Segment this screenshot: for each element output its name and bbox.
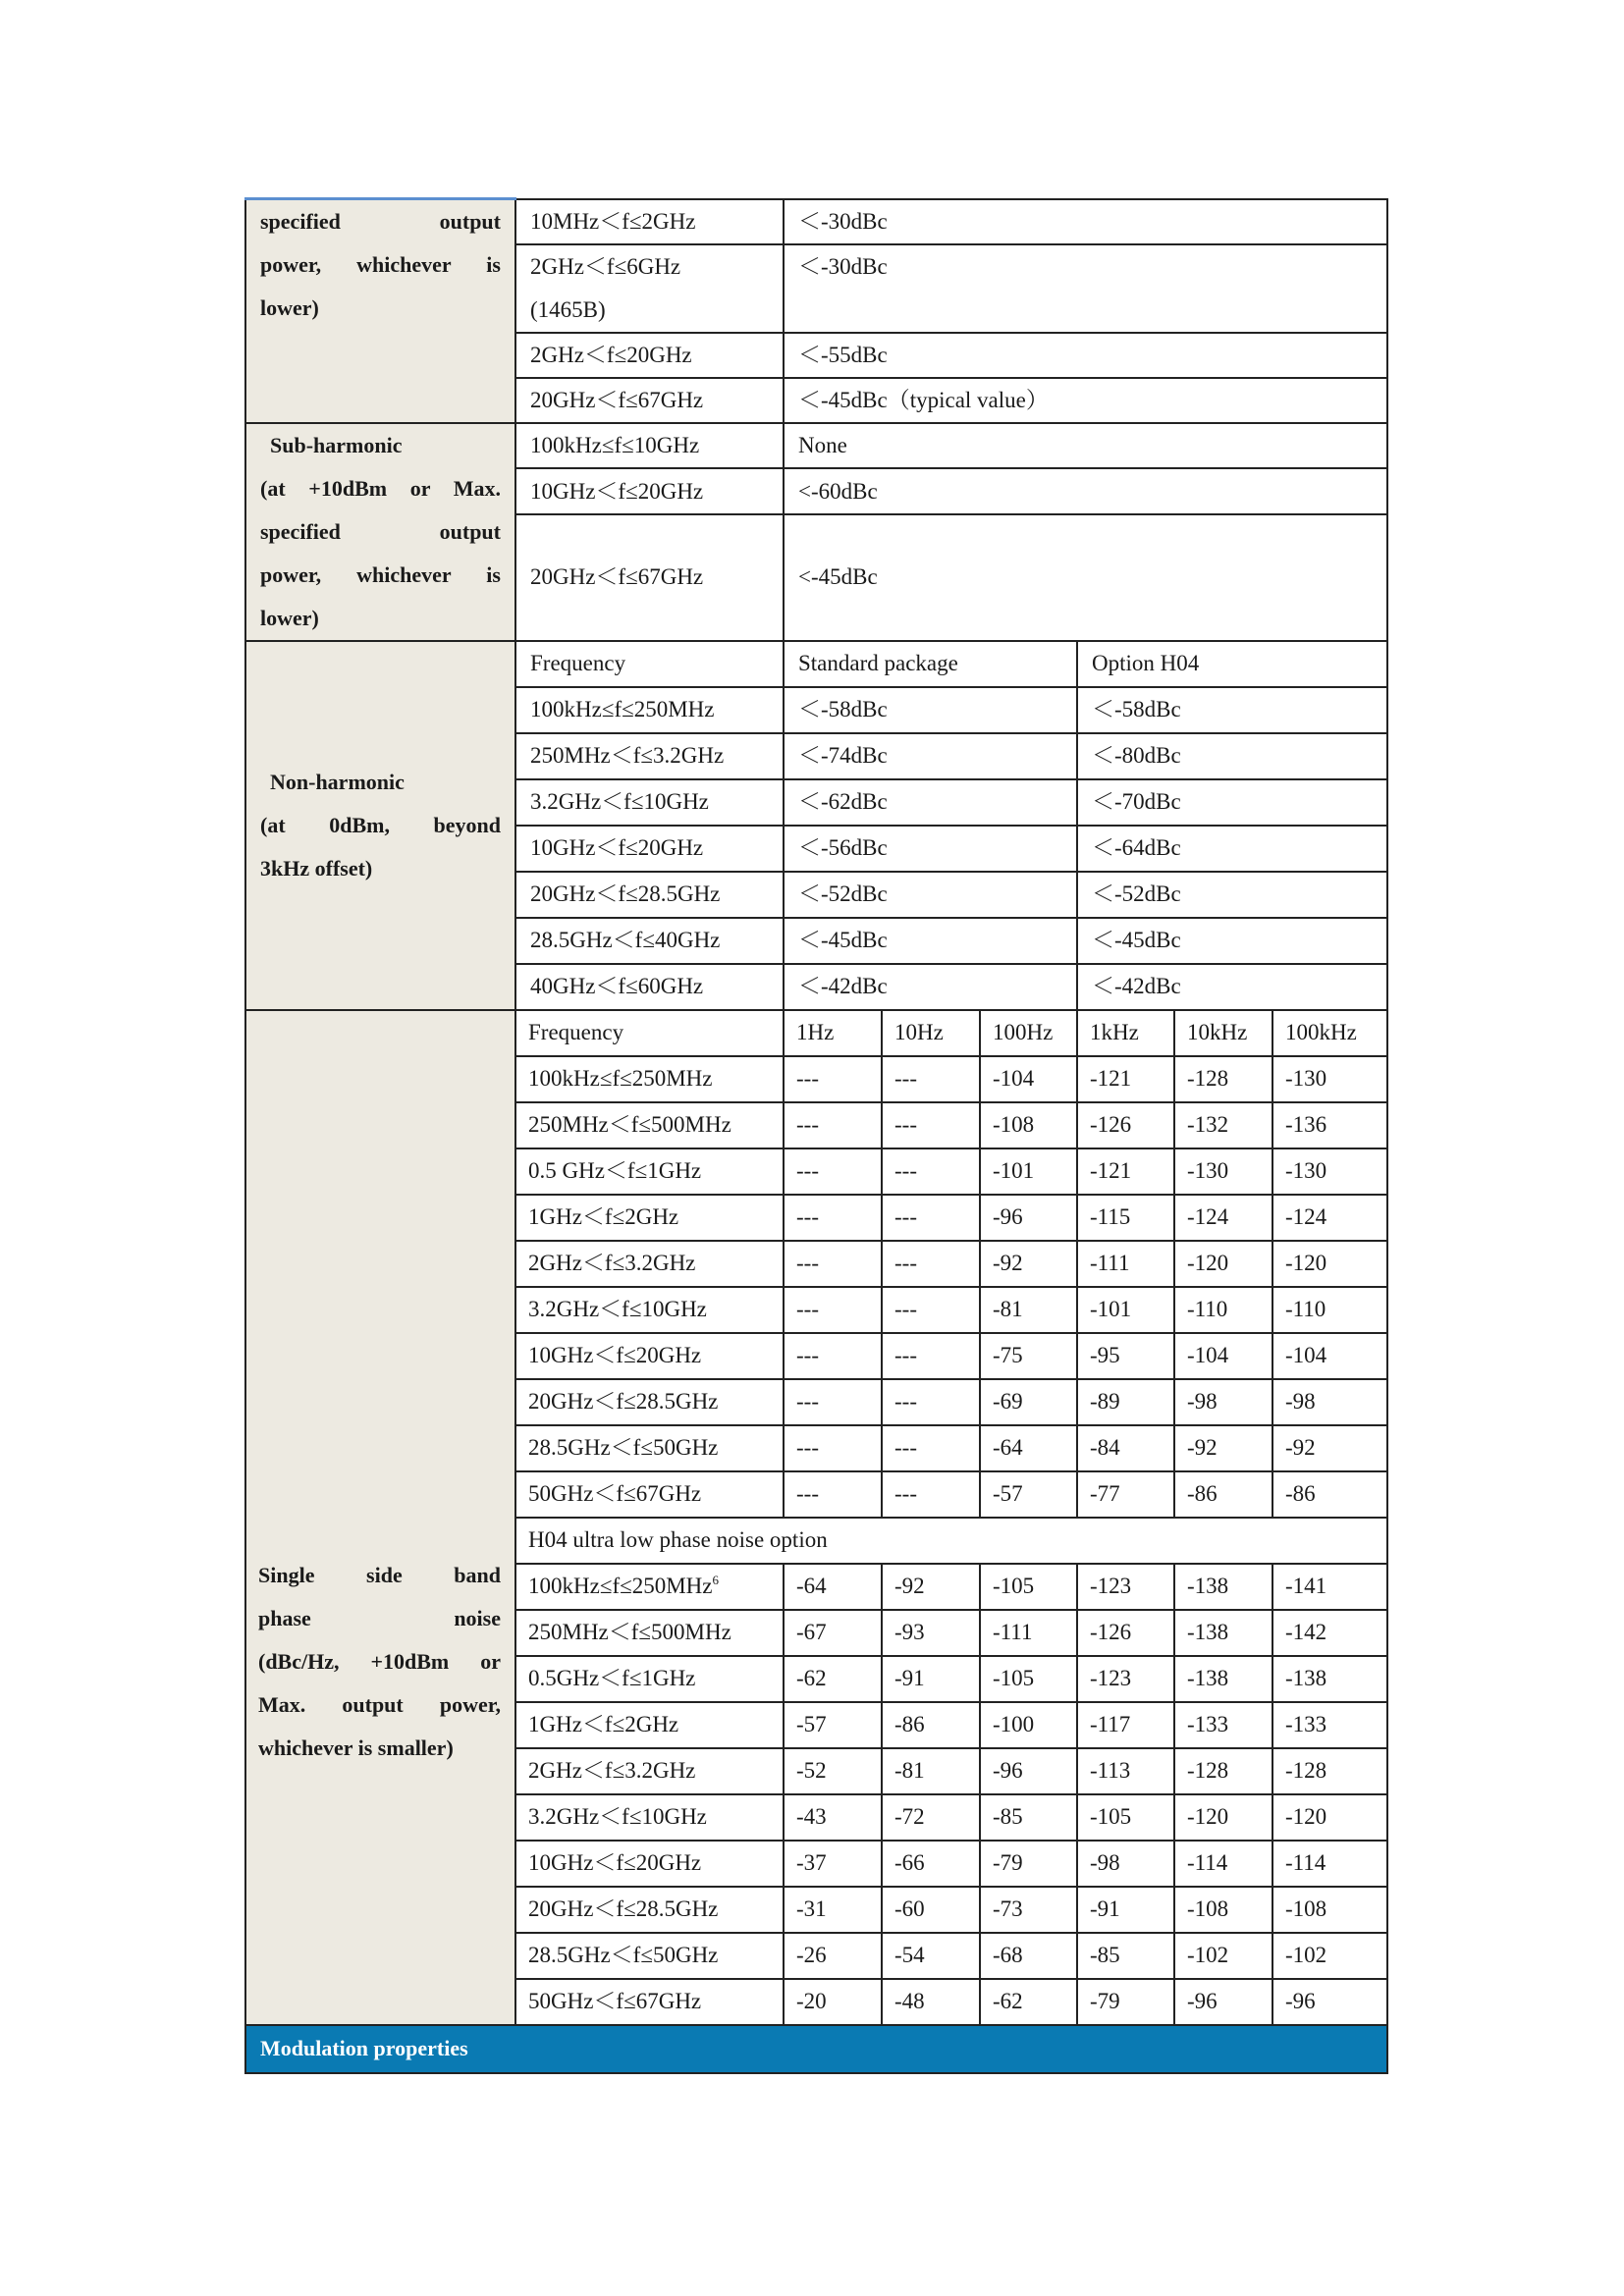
phase-noise-value: -96 xyxy=(1174,1979,1272,2025)
phase-noise-value: --- xyxy=(784,1102,882,1148)
spec-table xyxy=(244,197,1388,2074)
non-harmonic-range: 250MHz＜f≤3.2GHz xyxy=(515,733,784,779)
phase-noise-value: -124 xyxy=(1272,1195,1387,1241)
phase-noise-range: 2GHz＜f≤3.2GHz xyxy=(515,1241,784,1287)
phase-noise-value: --- xyxy=(882,1056,980,1102)
non-harmonic-label-line: 3kHz offset) xyxy=(260,855,373,881)
phase-noise-range: 250MHz＜f≤500MHz xyxy=(515,1610,784,1656)
sub-harmonic-label-title: Sub-harmonic xyxy=(270,432,403,457)
phase-noise-value: --- xyxy=(784,1056,882,1102)
phase-noise-value: -101 xyxy=(1077,1287,1174,1333)
phase-noise-label-line: (dBc/Hz, +10dBm or xyxy=(258,1649,501,1674)
non-harmonic-option-h04: ＜-45dBc xyxy=(1077,918,1387,964)
phase-noise-label-line: Max. output power, xyxy=(258,1692,501,1717)
column-header: Frequency xyxy=(515,641,784,687)
phase-noise-value: -138 xyxy=(1174,1610,1272,1656)
phase-noise-value: -64 xyxy=(784,1564,882,1610)
harmonic-range-text: 10MHz＜f≤2GHz xyxy=(530,208,696,234)
phase-noise-value: -75 xyxy=(980,1333,1077,1379)
sub-harmonic-value: None xyxy=(784,423,1387,469)
phase-noise-value: -57 xyxy=(784,1702,882,1748)
phase-noise-value: --- xyxy=(882,1148,980,1195)
phase-noise-value: --- xyxy=(784,1287,882,1333)
non-harmonic-standard: ＜-45dBc xyxy=(784,918,1077,964)
phase-noise-value: -26 xyxy=(784,1933,882,1979)
phase-noise-value: -136 xyxy=(1272,1102,1387,1148)
phase-noise-value: -128 xyxy=(1174,1056,1272,1102)
harmonic-value: ＜-55dBc xyxy=(784,333,1387,378)
non-harmonic-option-h04: ＜-70dBc xyxy=(1077,779,1387,826)
phase-noise-value: -110 xyxy=(1272,1287,1387,1333)
phase-noise-value: -111 xyxy=(1077,1241,1174,1287)
column-header: 10kHz xyxy=(1174,1010,1272,1056)
phase-noise-range: 50GHz＜f≤67GHz xyxy=(515,1471,784,1518)
non-harmonic-label-title: Non-harmonic xyxy=(270,769,405,794)
phase-noise-value: -68 xyxy=(980,1933,1077,1979)
phase-noise-value: -130 xyxy=(1272,1056,1387,1102)
harmonic-range-text: 2GHz＜f≤6GHz xyxy=(530,253,681,279)
phase-noise-range: 3.2GHz＜f≤10GHz xyxy=(515,1794,784,1841)
phase-noise-value: -81 xyxy=(980,1287,1077,1333)
phase-noise-value: -111 xyxy=(980,1610,1077,1656)
harmonic-range xyxy=(515,244,784,333)
phase-noise-value: -126 xyxy=(1077,1102,1174,1148)
phase-noise-value: -92 xyxy=(1272,1425,1387,1471)
phase-noise-value: -92 xyxy=(980,1241,1077,1287)
phase-noise-value: -120 xyxy=(1174,1241,1272,1287)
phase-noise-value: -86 xyxy=(882,1702,980,1748)
non-harmonic-standard: ＜-58dBc xyxy=(784,687,1077,733)
non-harmonic-standard: ＜-62dBc xyxy=(784,779,1077,826)
phase-noise-value: --- xyxy=(784,1333,882,1379)
phase-noise-value: -133 xyxy=(1272,1702,1387,1748)
phase-noise-range: 0.5GHz＜f≤1GHz xyxy=(515,1656,784,1702)
phase-noise-value: --- xyxy=(784,1148,882,1195)
phase-noise-value: -108 xyxy=(1174,1887,1272,1933)
harmonic-row xyxy=(245,199,1387,244)
phase-noise-value: -43 xyxy=(784,1794,882,1841)
phase-noise-value: -72 xyxy=(882,1794,980,1841)
phase-noise-value: -102 xyxy=(1272,1933,1387,1979)
spec-page xyxy=(244,197,1386,2074)
option-h04-title: H04 ultra low phase noise option xyxy=(515,1518,1387,1564)
phase-noise-label xyxy=(245,1010,515,2025)
phase-noise-value: -98 xyxy=(1174,1379,1272,1425)
harmonic-label-line: power, whichever is xyxy=(260,252,501,277)
column-header: 100Hz xyxy=(980,1010,1077,1056)
harmonic-label xyxy=(245,199,515,423)
phase-noise-value: -120 xyxy=(1272,1794,1387,1841)
phase-noise-value: --- xyxy=(784,1241,882,1287)
phase-noise-value: --- xyxy=(784,1379,882,1425)
phase-noise-range: 0.5 GHz＜f≤1GHz xyxy=(515,1148,784,1195)
phase-noise-value: -104 xyxy=(1272,1333,1387,1379)
phase-noise-value: -54 xyxy=(882,1933,980,1979)
phase-noise-value: -95 xyxy=(1077,1333,1174,1379)
phase-noise-value: -96 xyxy=(980,1748,1077,1794)
sub-harmonic-range: 20GHz＜f≤67GHz xyxy=(515,514,784,640)
harmonic-value: ＜-30dBc xyxy=(784,244,1387,333)
non-harmonic-range: 100kHz≤f≤250MHz xyxy=(515,687,784,733)
phase-noise-value: --- xyxy=(784,1195,882,1241)
phase-noise-value: -114 xyxy=(1174,1841,1272,1887)
phase-noise-value: -138 xyxy=(1174,1656,1272,1702)
phase-noise-label-line: Single side band xyxy=(258,1563,501,1587)
non-harmonic-option-h04: ＜-64dBc xyxy=(1077,826,1387,872)
non-harmonic-label xyxy=(245,641,515,1010)
non-harmonic-standard: ＜-56dBc xyxy=(784,826,1077,872)
phase-noise-label-spacer xyxy=(258,1264,501,1554)
section-bar-row xyxy=(245,2025,1387,2073)
phase-noise-value: -67 xyxy=(784,1610,882,1656)
phase-noise-value: -57 xyxy=(980,1471,1077,1518)
phase-noise-value: -48 xyxy=(882,1979,980,2025)
phase-noise-value: -91 xyxy=(882,1656,980,1702)
harmonic-range xyxy=(515,199,784,244)
non-harmonic-standard: ＜-74dBc xyxy=(784,733,1077,779)
spec-table-body xyxy=(245,199,1387,2073)
phase-noise-value: -92 xyxy=(882,1564,980,1610)
column-header: 1kHz xyxy=(1077,1010,1174,1056)
phase-noise-value: -100 xyxy=(980,1702,1077,1748)
harmonic-range xyxy=(515,333,784,378)
non-harmonic-range: 3.2GHz＜f≤10GHz xyxy=(515,779,784,826)
phase-noise-range: 20GHz＜f≤28.5GHz xyxy=(515,1887,784,1933)
phase-noise-value: -62 xyxy=(980,1979,1077,2025)
phase-noise-label-line: phase noise xyxy=(258,1606,501,1630)
harmonic-label-line: lower) xyxy=(260,295,319,320)
sub-harmonic-label-line: specified output xyxy=(260,518,501,544)
non-harmonic-option-h04: ＜-58dBc xyxy=(1077,687,1387,733)
phase-noise-value: -121 xyxy=(1077,1056,1174,1102)
phase-noise-value: -123 xyxy=(1077,1656,1174,1702)
phase-noise-value: -69 xyxy=(980,1379,1077,1425)
phase-noise-value: --- xyxy=(882,1379,980,1425)
phase-noise-range: 1GHz＜f≤2GHz xyxy=(515,1195,784,1241)
sub-harmonic-value: <-60dBc xyxy=(784,468,1387,514)
phase-noise-value: -101 xyxy=(980,1148,1077,1195)
phase-noise-value: -20 xyxy=(784,1979,882,2025)
phase-noise-value: -117 xyxy=(1077,1702,1174,1748)
phase-noise-value: -64 xyxy=(980,1425,1077,1471)
phase-noise-value: -142 xyxy=(1272,1610,1387,1656)
phase-noise-value: -96 xyxy=(980,1195,1077,1241)
non-harmonic-option-h04: ＜-52dBc xyxy=(1077,872,1387,918)
phase-noise-value: -62 xyxy=(784,1656,882,1702)
phase-noise-value: -128 xyxy=(1174,1748,1272,1794)
column-header: Frequency xyxy=(515,1010,784,1056)
column-header: Option H04 xyxy=(1077,641,1387,687)
phase-noise-value: -73 xyxy=(980,1887,1077,1933)
phase-noise-value: -105 xyxy=(1077,1794,1174,1841)
phase-noise-value: --- xyxy=(882,1333,980,1379)
phase-noise-value: -37 xyxy=(784,1841,882,1887)
phase-noise-range: 50GHz＜f≤67GHz xyxy=(515,1979,784,2025)
phase-noise-range: 28.5GHz＜f≤50GHz xyxy=(515,1425,784,1471)
phase-noise-value: --- xyxy=(882,1287,980,1333)
section-bar-modulation-properties: Modulation properties xyxy=(245,2025,1387,2073)
phase-noise-value: --- xyxy=(882,1471,980,1518)
phase-noise-value: -126 xyxy=(1077,1610,1174,1656)
phase-noise-value: -105 xyxy=(980,1656,1077,1702)
harmonic-value: ＜-45dBc（typical value） xyxy=(784,378,1387,423)
phase-noise-header-row xyxy=(245,1010,1387,1056)
non-harmonic-standard: ＜-42dBc xyxy=(784,964,1077,1010)
sub-harmonic-range: 10GHz＜f≤20GHz xyxy=(515,468,784,514)
phase-noise-value: --- xyxy=(882,1102,980,1148)
phase-noise-value: -96 xyxy=(1272,1979,1387,2025)
phase-noise-value: -113 xyxy=(1077,1748,1174,1794)
phase-noise-value: -105 xyxy=(980,1564,1077,1610)
phase-noise-range: 20GHz＜f≤28.5GHz xyxy=(515,1379,784,1425)
phase-noise-value: --- xyxy=(882,1241,980,1287)
harmonic-range xyxy=(515,378,784,423)
phase-noise-value: -81 xyxy=(882,1748,980,1794)
phase-noise-value: --- xyxy=(784,1471,882,1518)
phase-noise-value: -138 xyxy=(1272,1656,1387,1702)
phase-noise-value: -130 xyxy=(1174,1148,1272,1195)
non-harmonic-range: 20GHz＜f≤28.5GHz xyxy=(515,872,784,918)
phase-noise-range: 1GHz＜f≤2GHz xyxy=(515,1702,784,1748)
phase-noise-value: -115 xyxy=(1077,1195,1174,1241)
phase-noise-value: -120 xyxy=(1272,1241,1387,1287)
sub-harmonic-range: 100kHz≤f≤10GHz xyxy=(515,423,784,469)
phase-noise-value: -108 xyxy=(980,1102,1077,1148)
phase-noise-value: -52 xyxy=(784,1748,882,1794)
phase-noise-range: 28.5GHz＜f≤50GHz xyxy=(515,1933,784,1979)
phase-noise-value: -66 xyxy=(882,1841,980,1887)
phase-noise-value: -89 xyxy=(1077,1379,1174,1425)
phase-noise-range: 250MHz＜f≤500MHz xyxy=(515,1102,784,1148)
phase-noise-value: -60 xyxy=(882,1887,980,1933)
non-harmonic-option-h04: ＜-80dBc xyxy=(1077,733,1387,779)
phase-noise-value: -132 xyxy=(1174,1102,1272,1148)
phase-noise-value: -108 xyxy=(1272,1887,1387,1933)
phase-noise-range: 10GHz＜f≤20GHz xyxy=(515,1841,784,1887)
harmonic-range-text: 2GHz＜f≤20GHz xyxy=(530,342,692,367)
phase-noise-value: -77 xyxy=(1077,1471,1174,1518)
phase-noise-value: -93 xyxy=(882,1610,980,1656)
phase-noise-value: -130 xyxy=(1272,1148,1387,1195)
harmonic-range-text: 20GHz＜f≤67GHz xyxy=(530,387,704,412)
sub-harmonic-label xyxy=(245,423,515,641)
phase-noise-value: -31 xyxy=(784,1887,882,1933)
phase-noise-value: -102 xyxy=(1174,1933,1272,1979)
non-harmonic-header-row xyxy=(245,641,1387,687)
harmonic-range-note: (1465B) xyxy=(530,296,606,322)
column-header: 100kHz xyxy=(1272,1010,1387,1056)
sub-harmonic-label-line: lower) xyxy=(260,605,319,630)
phase-noise-value: -123 xyxy=(1077,1564,1174,1610)
phase-noise-value: -92 xyxy=(1174,1425,1272,1471)
phase-noise-range: 3.2GHz＜f≤10GHz xyxy=(515,1287,784,1333)
phase-noise-value: -124 xyxy=(1174,1195,1272,1241)
phase-noise-value: -120 xyxy=(1174,1794,1272,1841)
phase-noise-range: 2GHz＜f≤3.2GHz xyxy=(515,1748,784,1794)
sub-harmonic-row xyxy=(245,423,1387,469)
phase-noise-value: -104 xyxy=(980,1056,1077,1102)
phase-noise-value: -79 xyxy=(1077,1979,1174,2025)
footnote-marker: 6 xyxy=(712,1573,719,1587)
phase-noise-value: -141 xyxy=(1272,1564,1387,1610)
phase-noise-value: --- xyxy=(784,1425,882,1471)
phase-noise-value: -86 xyxy=(1174,1471,1272,1518)
sub-harmonic-label-line: (at +10dBm or Max. xyxy=(260,475,501,501)
phase-noise-value: --- xyxy=(882,1425,980,1471)
phase-noise-value: -85 xyxy=(980,1794,1077,1841)
phase-noise-value: -84 xyxy=(1077,1425,1174,1471)
phase-noise-value: -110 xyxy=(1174,1287,1272,1333)
phase-noise-value: --- xyxy=(882,1195,980,1241)
harmonic-value: ＜-30dBc xyxy=(784,199,1387,244)
phase-noise-value: -128 xyxy=(1272,1748,1387,1794)
column-header: 10Hz xyxy=(882,1010,980,1056)
non-harmonic-label-line: (at 0dBm, beyond xyxy=(260,812,501,837)
phase-noise-value: -121 xyxy=(1077,1148,1174,1195)
phase-noise-range: 100kHz≤f≤250MHz$^6$ xyxy=(515,1564,784,1610)
phase-noise-range: 100kHz≤f≤250MHz xyxy=(515,1056,784,1102)
phase-noise-value: -104 xyxy=(1174,1333,1272,1379)
non-harmonic-range: 10GHz＜f≤20GHz xyxy=(515,826,784,872)
phase-noise-value: -138 xyxy=(1174,1564,1272,1610)
phase-noise-value: -133 xyxy=(1174,1702,1272,1748)
phase-noise-value: -98 xyxy=(1272,1379,1387,1425)
non-harmonic-range: 40GHz＜f≤60GHz xyxy=(515,964,784,1010)
phase-noise-value: -98 xyxy=(1077,1841,1174,1887)
phase-noise-value: -114 xyxy=(1272,1841,1387,1887)
harmonic-label-line: specified output xyxy=(260,209,501,234)
phase-noise-value: -79 xyxy=(980,1841,1077,1887)
phase-noise-value: -86 xyxy=(1272,1471,1387,1518)
phase-noise-range: 10GHz＜f≤20GHz xyxy=(515,1333,784,1379)
column-header: Standard package xyxy=(784,641,1077,687)
phase-noise-value: -85 xyxy=(1077,1933,1174,1979)
non-harmonic-range: 28.5GHz＜f≤40GHz xyxy=(515,918,784,964)
non-harmonic-standard: ＜-52dBc xyxy=(784,872,1077,918)
column-header: 1Hz xyxy=(784,1010,882,1056)
non-harmonic-option-h04: ＜-42dBc xyxy=(1077,964,1387,1010)
sub-harmonic-label-line: power, whichever is xyxy=(260,561,501,587)
phase-noise-label-line: whichever is smaller) xyxy=(258,1735,454,1760)
sub-harmonic-value: <-45dBc xyxy=(784,514,1387,640)
phase-noise-value: -91 xyxy=(1077,1887,1174,1933)
